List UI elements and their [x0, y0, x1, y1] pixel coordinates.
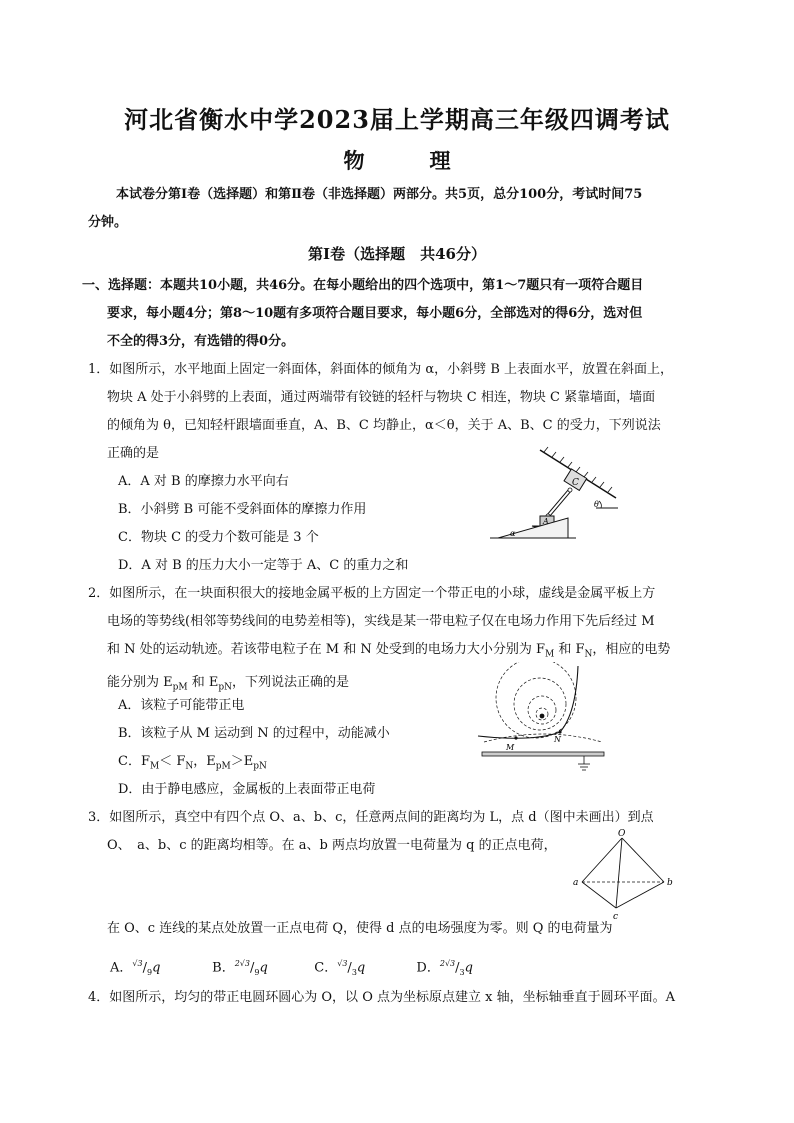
q1-line-1: 1．如图所示，水平地面上固定一斜面体，斜面体的倾角为 α，小斜劈 B 上表面水平，放置在斜面上， [88, 362, 674, 377]
q1-a-label: A [543, 517, 549, 526]
q3-option-b: B．$^{2√3}/_9q$ [212, 959, 268, 977]
exam-title: 河北省衡水中学2023届上学期高三年级四调考试 [124, 105, 670, 134]
intro-line-1: 本试卷分第Ⅰ卷（选择题）和第Ⅱ卷（非选择题）两部分。共5页，总分100分，考试时间75 [116, 187, 643, 202]
q2-figure [474, 662, 614, 774]
q3-options [110, 950, 530, 987]
intro-line-2: 分钟。 [88, 215, 128, 230]
q1-theta-label: θ [594, 500, 599, 509]
question-2 [88, 580, 718, 701]
q3-option-a: A．$^{√3}/_9q$ [110, 959, 161, 977]
q1-alpha-label: α [510, 529, 516, 538]
q4-line-1: 4．如图所示，均匀的带正电圆环圆心为 O，以 O 点为坐标原点建立 x 轴，坐标轴垂直于圆环平面。A [88, 990, 675, 1005]
q3-line-1: 3．如图所示，真空中有四个点 O、a、b、c，任意两点间的距离均为 L，点 d（图中未画出）到点 [88, 810, 654, 825]
q3-c-label: c [613, 912, 619, 922]
q2-line-1: 2．如图所示，在一块面积很大的接地金属平板的上方固定一个带正电的小球，虚线是金属平板上方 [88, 586, 656, 601]
q2-line-4: 能分别为 $E_{pM}$ 和 $E_{pN}$，下列说法正确的是 [107, 674, 350, 693]
instr-line-3: 不全的得3分，有选错的得0分。 [107, 334, 295, 349]
q3-option-d: D．$^{2√3}/_3q$ [416, 959, 473, 977]
q1-figure [490, 446, 630, 546]
q2-option-b: B．该粒子从 M 运动到 N 的过程中，动能减小 [118, 726, 390, 741]
q1-option-d: D．A 对 B 的压力大小一定等于 A、C 的重力之和 [118, 558, 409, 573]
q3-option-c: C．$^{√3}/_3q$ [314, 959, 366, 977]
exam-intro [88, 181, 718, 237]
subject-title: 物 理 [343, 148, 473, 173]
section-instructions [82, 272, 718, 356]
q3-figure [572, 828, 682, 924]
q3-line-3: 在 O、c 连线的某点处放置一正点电荷 Q，使得 d 点的电场强度为零。则 Q 的电荷量为 [107, 921, 613, 936]
q1-line-2: 物块 A 处于小斜劈的上表面，通过两端带有铰链的轻杆与物块 C 相连，物块 C 紧靠墙面，墙面 [107, 390, 656, 405]
q2-option-c: C．$F_M< F_N$，$E_{pM}>E_{pN}$ [118, 754, 267, 772]
q3-line-2: O、 a、b、c 的距离均相等。在 a、b 两点均放置一电荷量为 q 的正点电荷， [107, 838, 557, 853]
q2-option-a: A．该粒子可能带正电 [118, 698, 245, 713]
q1-line-3: 的倾角为 θ，已知轻杆跟墙面垂直，A、B、C 均静止，α＜θ，关于 A、B、C 的受力，下列说法 [107, 418, 661, 433]
q2-m-label: M [506, 743, 515, 752]
q2-option-d: D．由于静电感应，金属板的上表面带正电荷 [118, 782, 376, 797]
q1-line-4: 正确的是 [107, 446, 160, 461]
q2-n-label: N [554, 735, 561, 744]
q1-option-b: B．小斜劈 B 可能不受斜面体的摩擦力作用 [118, 502, 367, 517]
q3-b-label: b [667, 878, 673, 888]
q1-option-a: A．A 对 B 的摩擦力水平向右 [118, 474, 289, 489]
q2-line-2: 电场的等势线(相邻等势线间的电势差相等)，实线是某一带电粒子仅在电场力作用下先后经过 M [107, 614, 655, 629]
section-title: 第Ⅰ卷（选择题 共46分） [308, 245, 486, 263]
q1-option-c: C．物块 C 的受力个数可能是 3 个 [118, 530, 319, 545]
q3-question-stem [88, 915, 718, 943]
q3-o-label: O [618, 829, 626, 839]
q2-line-3: 和 N 处的运动轨迹。若该带电粒子在 M 和 N 处受到的电场力大小分别为 $F_M$ 和 $F_N$，相应的电势 [107, 642, 671, 660]
q3-a-label: a [573, 878, 579, 888]
instr-line-1: 一、选择题：本题共10小题，共46分。在每小题给出的四个选项中，第1～7题只有一项符合题目 [82, 278, 644, 293]
q1-c-label: C [572, 478, 579, 488]
instr-line-2: 要求，每小题4分；第8～10题有多项符合题目要求，每小题6分，全部选对的得6分，选对但 [107, 306, 643, 321]
